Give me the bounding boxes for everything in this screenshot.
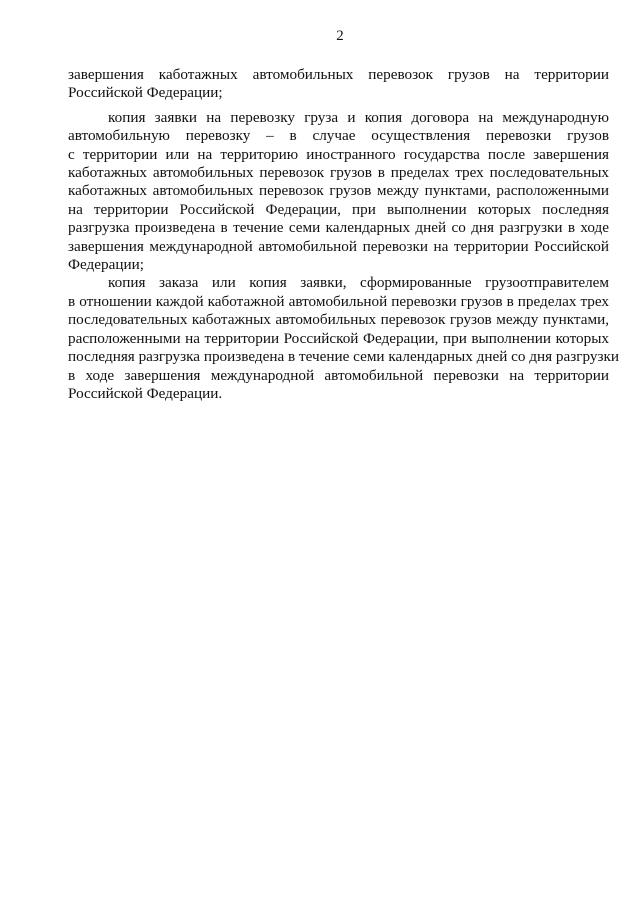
document-body: [68, 66, 619, 403]
paragraph-continuation: [68, 66, 609, 103]
text-line: каботажных автомобильных перевозок грузов между пунктами, расположенными: [68, 182, 609, 200]
text-line: Российской Федерации;: [68, 84, 223, 102]
text-line: с территории или на территорию иностранного государства после завершения: [68, 145, 609, 163]
page-number: 2: [336, 28, 344, 44]
paragraph-order-copy: [68, 274, 619, 403]
text-line: в отношении каждой каботажной автомобильной перевозки грузов в пределах трех: [68, 292, 609, 310]
text-line: в ходе завершения международной автомобильной перевозки на территории: [68, 366, 609, 384]
text-line: завершения каботажных автомобильных перевозок грузов на территории: [68, 66, 609, 83]
paragraph-application-copy: [68, 109, 609, 275]
text-line: Российской Федерации.: [68, 384, 223, 402]
text-line: копия заявки на перевозку груза и копия договора на международную: [108, 108, 609, 126]
text-line: последовательных каботажных автомобильных перевозок грузов между пунктами,: [68, 311, 609, 329]
text-line: каботажных автомобильных перевозок грузов в пределах трех последовательных: [68, 164, 609, 182]
text-line: на территории Российской Федерации, при выполнении которых последняя: [68, 200, 609, 218]
text-line: завершения международной автомобильной перевозки на территории Российской: [68, 237, 609, 255]
text-line: разгрузка произведена в течение семи календарных дней со дня разгрузки в ходе: [68, 219, 609, 237]
text-line: Федерации;: [68, 256, 144, 274]
text-line: автомобильную перевозку – в случае осуществления перевозки грузов: [68, 127, 609, 145]
text-line: последняя разгрузка произведена в течение семи календарных дней со дня разгрузки: [68, 348, 619, 366]
text-line: расположенными на территории Российской Федерации, при выполнении которых: [68, 329, 609, 347]
text-line: копия заказа или копия заявки, сформированные грузоотправителем: [108, 274, 609, 292]
